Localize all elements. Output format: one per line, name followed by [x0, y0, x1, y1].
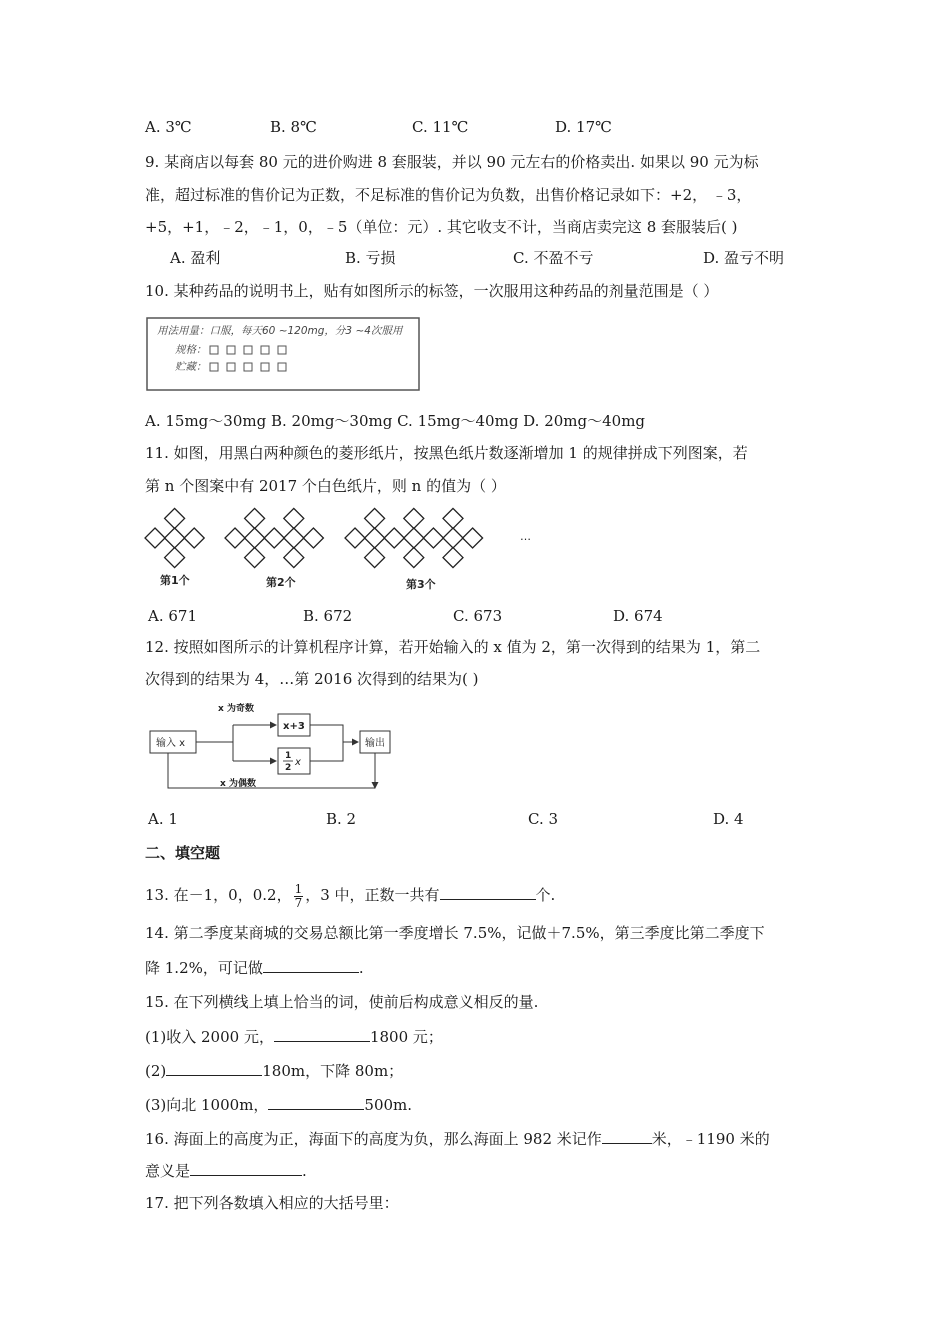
q11-option-a: A. 671 — [148, 607, 197, 625]
q16-text-3: 意义是 — [145, 1162, 191, 1180]
flow-even-label: x 为偶数 — [220, 779, 256, 789]
q11-line-1: 11. 如图，用黑白两种颜色的菱形纸片，按黑色纸片数逐渐增加 1 的规律拼成下列图案，若 — [145, 444, 748, 462]
rhombus-pattern-figure — [140, 506, 540, 598]
rhombus-tile — [345, 528, 365, 548]
q15-sub-2 — [145, 1060, 403, 1081]
q8-option-d: D. 17℃ — [555, 118, 612, 136]
q13-prefix: 13. 在－1，0，0.2， — [145, 886, 292, 904]
q9-option-b: B. 亏损 — [345, 249, 396, 267]
rhombus-tile — [443, 508, 463, 528]
q10-options: A. 15mg～30mg B. 20mg～30mg C. 15mg～40mg D. 20mg～40mg — [145, 412, 646, 430]
rhombus-tile — [245, 508, 265, 528]
rhombus-tile — [423, 528, 443, 548]
flow-output-label: 输出 — [365, 738, 385, 749]
q9-line-2: 准，超过标准的售价记为正数，不足标准的售价记为负数，出售价格记录如下：+2， ﹣3， — [145, 186, 752, 204]
medicine-label-spec: 规格： — [175, 344, 207, 356]
q12-option-c: C. 3 — [528, 810, 559, 828]
rhombus-tile — [225, 528, 245, 548]
program-flowchart — [145, 700, 395, 796]
q11-option-b: B. 672 — [303, 607, 353, 625]
q15-sub-2-suffix: 180m，下降 80m； — [262, 1062, 404, 1080]
q16-blank-2[interactable] — [190, 1160, 302, 1176]
rhombus-tile — [365, 548, 385, 568]
rhombus-tile — [245, 548, 265, 568]
rhombus-tile — [284, 548, 304, 568]
q10-line-1: 10. 某种药品的说明书上，贴有如图所示的标签，一次服用这种药品的剂量范围是（ ） — [145, 282, 719, 300]
rhombus-tile — [165, 548, 185, 568]
rhombus-tile — [463, 528, 483, 548]
pattern-caption-2: 第2个 — [266, 576, 296, 589]
q8-option-a: A. 3℃ — [145, 118, 192, 136]
q16-line-2 — [145, 1160, 307, 1181]
q12-line-2: 次得到的结果为 4，…第 2016 次得到的结果为( ) — [145, 670, 479, 688]
rhombus-tile — [284, 528, 304, 548]
q15-blank-1[interactable] — [274, 1026, 370, 1042]
pattern-caption-1: 第1个 — [160, 574, 190, 587]
rhombus-tile — [184, 528, 204, 548]
q9-line-3: +5，+1，﹣2，﹣1，0，﹣5（单位：元）. 其它收支不计，当商店卖完这 8 套服装后( ) — [145, 218, 738, 236]
q16-blank-1[interactable] — [602, 1128, 652, 1144]
q11-line-2: 第 n 个图案中有 2017 个白色纸片，则 n 的值为（ ） — [145, 477, 506, 495]
rhombus-tile — [145, 528, 165, 548]
q8-option-b: B. 8℃ — [270, 118, 317, 136]
q9-line-1: 9. 某商店以每套 80 元的进价购进 8 套服装，并以 90 元左右的价格卖出. 如果以 90 元为标 — [145, 153, 759, 171]
flow-even-op-box — [278, 748, 310, 774]
q15-sub-1 — [145, 1026, 443, 1047]
section-title-fill-blank: 二、填空题 — [145, 844, 221, 862]
q13-text: ，3 中，正数一共有 — [305, 886, 440, 904]
q15-sub-2-text: (2) — [145, 1062, 167, 1080]
q14-answer-blank[interactable] — [263, 957, 359, 973]
rhombus-tile — [404, 508, 424, 528]
rhombus-tile — [404, 528, 424, 548]
q15-blank-3[interactable] — [268, 1094, 364, 1110]
q14-text: 降 1.2%，可记做 — [145, 959, 263, 977]
pattern-caption-3: 第3个 — [406, 578, 436, 591]
q15-sub-1-suffix: 1800 元； — [369, 1028, 443, 1046]
q13-answer-blank[interactable] — [440, 884, 536, 900]
rhombus-tile — [365, 508, 385, 528]
rhombus-tile — [264, 528, 284, 548]
rhombus-tile — [365, 528, 385, 548]
flow-odd-label: x 为奇数 — [218, 704, 254, 714]
medicine-label-storage: 贮藏： — [175, 361, 207, 373]
q13-fraction — [294, 883, 304, 910]
rhombus-tile — [384, 528, 404, 548]
rhombus-tile — [245, 528, 265, 548]
q14-line-2 — [145, 957, 364, 978]
q15-sub-1-text: (1)收入 2000 元， — [145, 1028, 274, 1046]
q15-blank-2[interactable] — [166, 1060, 262, 1076]
q8-option-c: C. 11℃ — [412, 118, 469, 136]
flow-odd-op: x+3 — [283, 721, 305, 732]
q15-sub-3-suffix: 500m. — [364, 1096, 413, 1114]
q9-option-d: D. 盈亏不明 — [703, 249, 785, 267]
rhombus-tile — [284, 508, 304, 528]
rhombus-tile — [443, 548, 463, 568]
flow-even-op-den: 2 — [285, 763, 292, 773]
rhombus-tile — [404, 548, 424, 568]
q9-option-a: A. 盈利 — [170, 249, 221, 267]
rhombus-tile — [443, 528, 463, 548]
q12-option-d: D. 4 — [713, 810, 744, 828]
q12-option-b: B. 2 — [326, 810, 357, 828]
q14-suffix: . — [358, 959, 364, 977]
q17-line-1: 17. 把下列各数填入相应的大括号里： — [145, 1194, 399, 1212]
rhombus-tile — [165, 508, 185, 528]
flow-even-op-num: 1 — [285, 751, 292, 761]
q15-sub-3 — [145, 1094, 412, 1115]
q12-option-a: A. 1 — [148, 810, 178, 828]
medicine-label-usage: 用法用量：口服，每天60 ~120mg，分3 ~4次服用 — [157, 325, 403, 337]
q16-text-1: 16. 海面上的高度为正，海面下的高度为负，那么海面上 982 米记作 — [145, 1130, 602, 1148]
rhombus-tile — [165, 528, 185, 548]
q16-text-4: . — [302, 1162, 307, 1180]
q16-line-1 — [145, 1128, 770, 1149]
q15-line-1: 15. 在下列横线上填上恰当的词，使前后构成意义相反的量. — [145, 993, 539, 1011]
q13-fraction-den: 7 — [294, 895, 303, 910]
q13-fraction-num: 1 — [294, 881, 303, 896]
pattern-ellipsis: … — [520, 530, 531, 543]
q9-option-c: C. 不盈不亏 — [513, 249, 594, 267]
q13-line — [145, 877, 555, 913]
q14-line-1: 14. 第二季度某商城的交易总额比第一季度增长 7.5%，记做＋7.5%，第三季度比第二季度下 — [145, 924, 765, 942]
q15-sub-3-text: (3)向北 1000m， — [145, 1096, 269, 1114]
q16-text-2: 米，﹣1190 米的 — [651, 1130, 770, 1148]
q11-option-d: D. 674 — [613, 607, 663, 625]
q13-suffix: 个. — [535, 886, 556, 904]
flow-even-op-var: x — [295, 757, 301, 768]
medicine-label-figure — [145, 316, 421, 392]
q11-option-c: C. 673 — [453, 607, 503, 625]
rhombus-tile — [303, 528, 323, 548]
flow-input-label: 输入 x — [156, 738, 186, 749]
q12-line-1: 12. 按照如图所示的计算机程序计算，若开始输入的 x 值为 2，第一次得到的结果为 1，第二 — [145, 638, 761, 656]
